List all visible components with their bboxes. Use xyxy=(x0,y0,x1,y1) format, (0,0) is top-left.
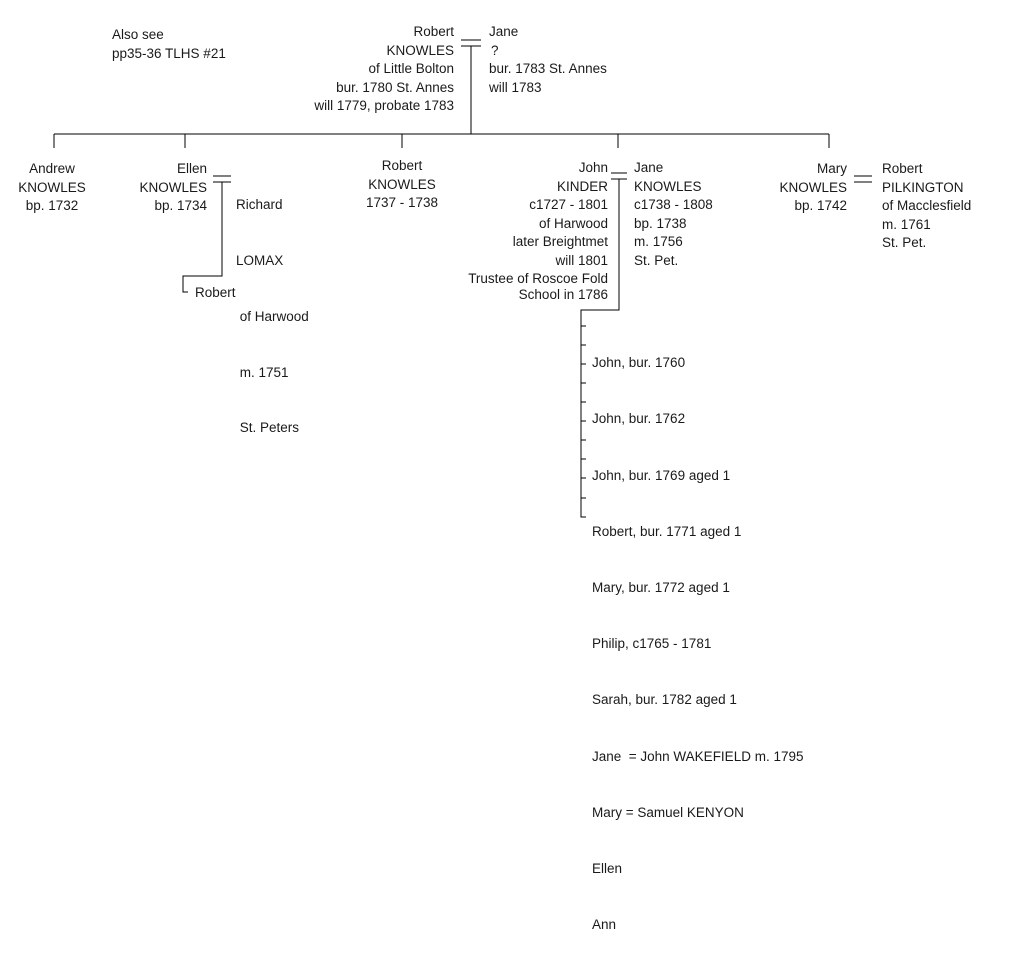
kinder-children-list xyxy=(592,316,803,953)
person-richard-lomax: Richard LOMAX of Harwood m. 1751 St. Peters xyxy=(236,197,309,436)
list-item: Philip, c1765 - 1781 xyxy=(592,636,712,652)
person-mary-knowles: Mary KNOWLES bp. 1742 xyxy=(779,161,847,214)
list-item: John, bur. 1769 aged 1 xyxy=(592,467,731,483)
person-robert-pilkington: Robert PILKINGTON of Macclesfield m. 1761 St. Pet. xyxy=(882,161,972,251)
person-robert-knowles-jr: Robert KNOWLES 1737 - 1738 xyxy=(365,158,439,211)
person-robert-lomax-child: Robert xyxy=(195,285,236,300)
person-jane-knowles: Jane KNOWLES c1738 - 1808 bp. 1738 m. 1756 St. Pet. xyxy=(634,160,713,268)
person-jane-wife: Jane ? bur. 1783 St. Annes will 1783 xyxy=(489,24,607,95)
person-john-kinder: John KINDER c1727 - 1801 of Harwood later Breightmet will 1801 xyxy=(512,160,608,268)
list-item: Mary, bur. 1772 aged 1 xyxy=(592,579,730,595)
list-item: Jane = John WAKEFIELD m. 1795 xyxy=(592,748,804,764)
reference-note xyxy=(112,26,226,63)
person-andrew-knowles: Andrew KNOWLES bp. 1732 xyxy=(18,161,86,214)
list-item: Ann xyxy=(592,917,617,933)
person-robert-knowles-sr: Robert KNOWLES of Little Bolton bur. 1780 St. Annes will 1779, probate 1783 xyxy=(314,24,454,114)
john-kinder-trustee-note: Trustee of Roscoe Fold School in 1786 xyxy=(468,271,608,302)
list-item: John, bur. 1762 xyxy=(592,411,686,427)
list-item: Mary = Samuel KENYON xyxy=(592,804,744,820)
person-ellen-knowles: Ellen KNOWLES bp. 1734 xyxy=(139,161,207,214)
list-item: Sarah, bur. 1782 aged 1 xyxy=(592,692,737,708)
note-line: pp35-36 TLHS #21 xyxy=(112,45,226,61)
list-item: John, bur. 1760 xyxy=(592,355,686,371)
note-line: Also see xyxy=(112,27,164,42)
list-item: Ellen xyxy=(592,860,623,876)
list-item: Robert, bur. 1771 aged 1 xyxy=(592,523,742,539)
